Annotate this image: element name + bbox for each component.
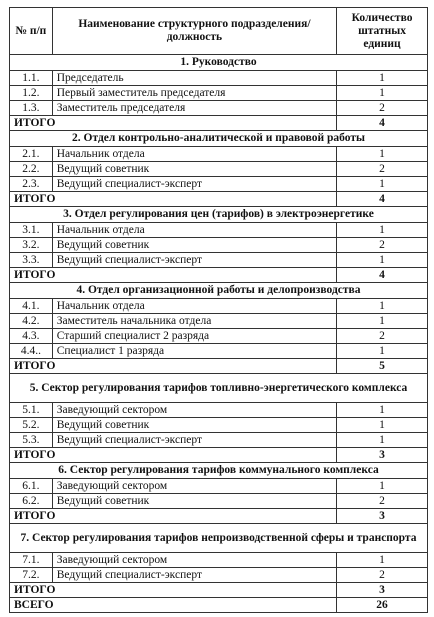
row-count: 2 [337, 162, 428, 177]
row-number: 4.3. [10, 329, 53, 344]
header-count: Количество штатных единиц [337, 8, 428, 55]
row-position-name: Заведующий сектором [52, 403, 336, 418]
section-total-label: ИТОГО [10, 192, 337, 207]
row-position-name: Ведущий специалист-эксперт [52, 433, 336, 448]
row-position-name: Заместитель начальника отдела [52, 314, 336, 329]
table-row [10, 329, 428, 344]
row-number: 5.2. [10, 418, 53, 433]
header-number: № п/п [10, 8, 53, 55]
row-position-name: Ведущий советник [52, 494, 336, 509]
row-position-name: Заведующий сектором [52, 553, 336, 568]
row-count: 1 [337, 86, 428, 101]
section-title-row [10, 524, 428, 553]
row-position-name: Председатель [52, 71, 336, 86]
section-title: 3. Отдел регулирования цен (тарифов) в электроэнергетике [10, 207, 428, 223]
section-total-value: 5 [337, 359, 428, 374]
section-total-value: 3 [337, 583, 428, 598]
table-row [10, 568, 428, 583]
row-number: 4.1. [10, 299, 53, 314]
section-total-value: 3 [337, 509, 428, 524]
row-position-name: Ведущий советник [52, 238, 336, 253]
section-total-label: ИТОГО [10, 268, 337, 283]
section-total-value: 3 [337, 448, 428, 463]
section-title-row [10, 283, 428, 299]
row-position-name: Первый заместитель председателя [52, 86, 336, 101]
grand-total-row [10, 598, 428, 613]
section-total-row [10, 448, 428, 463]
row-count: 2 [337, 494, 428, 509]
row-number: 1.2. [10, 86, 53, 101]
row-number: 5.3. [10, 433, 53, 448]
row-position-name: Ведущий советник [52, 162, 336, 177]
section-total-row [10, 116, 428, 131]
table-row [10, 299, 428, 314]
section-total-value: 4 [337, 192, 428, 207]
row-position-name: Начальник отдела [52, 299, 336, 314]
row-count: 1 [337, 553, 428, 568]
section-total-row [10, 509, 428, 524]
row-count: 1 [337, 299, 428, 314]
table-row [10, 238, 428, 253]
row-position-name: Начальник отдела [52, 147, 336, 162]
row-count: 1 [337, 403, 428, 418]
row-number: 1.3. [10, 101, 53, 116]
staff-table-part-2 [9, 462, 428, 613]
row-number: 7.2. [10, 568, 53, 583]
table-row [10, 418, 428, 433]
table-row [10, 403, 428, 418]
table-row [10, 433, 428, 448]
table-body-part-1 [10, 55, 428, 463]
section-title-row [10, 207, 428, 223]
section-total-label: ИТОГО [10, 583, 337, 598]
row-number: 3.1. [10, 223, 53, 238]
row-position-name: Специалист 1 разряда [52, 344, 336, 359]
row-count: 1 [337, 479, 428, 494]
section-total-row [10, 192, 428, 207]
table-row [10, 253, 428, 268]
row-number: 2.3. [10, 177, 53, 192]
row-position-name: Начальник отдела [52, 223, 336, 238]
section-title: 1. Руководство [10, 55, 428, 71]
row-count: 2 [337, 329, 428, 344]
table-body-part-2 [10, 463, 428, 613]
row-number: 5.1. [10, 403, 53, 418]
row-count: 1 [337, 314, 428, 329]
row-count: 2 [337, 238, 428, 253]
staff-table-part-1 [9, 7, 428, 463]
section-total-value: 4 [337, 116, 428, 131]
section-title: 7. Сектор регулирования тарифов непроизводственной сферы и транспорта [10, 524, 428, 553]
table-row [10, 86, 428, 101]
table-row [10, 162, 428, 177]
section-title: 2. Отдел контрольно-аналитической и правовой работы [10, 131, 428, 147]
row-count: 2 [337, 568, 428, 583]
row-count: 1 [337, 71, 428, 86]
row-position-name: Заместитель председателя [52, 101, 336, 116]
table-row [10, 71, 428, 86]
row-number: 2.2. [10, 162, 53, 177]
row-position-name: Ведущий специалист-эксперт [52, 253, 336, 268]
row-position-name: Ведущий советник [52, 418, 336, 433]
row-number: 6.1. [10, 479, 53, 494]
row-position-name: Старший специалист 2 разряда [52, 329, 336, 344]
row-number: 2.1. [10, 147, 53, 162]
row-number: 4.4.. [10, 344, 53, 359]
section-total-label: ИТОГО [10, 509, 337, 524]
section-total-row [10, 268, 428, 283]
row-number: 7.1. [10, 553, 53, 568]
section-title: 6. Сектор регулирования тарифов коммунального комплекса [10, 463, 428, 479]
table-row [10, 101, 428, 116]
row-count: 1 [337, 177, 428, 192]
section-total-label: ИТОГО [10, 359, 337, 374]
section-title: 4. Отдел организационной работы и делопроизводства [10, 283, 428, 299]
table-row [10, 314, 428, 329]
table-row [10, 553, 428, 568]
section-total-row [10, 583, 428, 598]
row-count: 1 [337, 223, 428, 238]
table-row [10, 223, 428, 238]
section-title: 5. Сектор регулирования тарифов топливно-энергетического комплекса [10, 374, 428, 403]
table-row [10, 494, 428, 509]
row-count: 1 [337, 253, 428, 268]
row-position-name: Заведующий сектором [52, 479, 336, 494]
section-total-label: ИТОГО [10, 448, 337, 463]
section-total-label: ИТОГО [10, 116, 337, 131]
row-number: 4.2. [10, 314, 53, 329]
row-count: 1 [337, 433, 428, 448]
row-count: 1 [337, 344, 428, 359]
grand-total-label: ВСЕГО [10, 598, 337, 613]
header-name: Наименование структурного подразделения/должность [52, 8, 336, 55]
section-total-value: 4 [337, 268, 428, 283]
row-number: 3.2. [10, 238, 53, 253]
section-total-row [10, 359, 428, 374]
row-number: 6.2. [10, 494, 53, 509]
grand-total-value: 26 [337, 598, 428, 613]
row-count: 1 [337, 147, 428, 162]
table-row [10, 177, 428, 192]
row-position-name: Ведущий специалист-эксперт [52, 568, 336, 583]
row-count: 1 [337, 418, 428, 433]
row-position-name: Ведущий специалист-эксперт [52, 177, 336, 192]
row-count: 2 [337, 101, 428, 116]
section-title-row [10, 131, 428, 147]
section-title-row [10, 55, 428, 71]
row-number: 1.1. [10, 71, 53, 86]
table-header-row [10, 8, 428, 55]
section-title-row [10, 374, 428, 403]
table-row [10, 147, 428, 162]
row-number: 3.3. [10, 253, 53, 268]
table-row [10, 344, 428, 359]
section-title-row [10, 463, 428, 479]
table-row [10, 479, 428, 494]
